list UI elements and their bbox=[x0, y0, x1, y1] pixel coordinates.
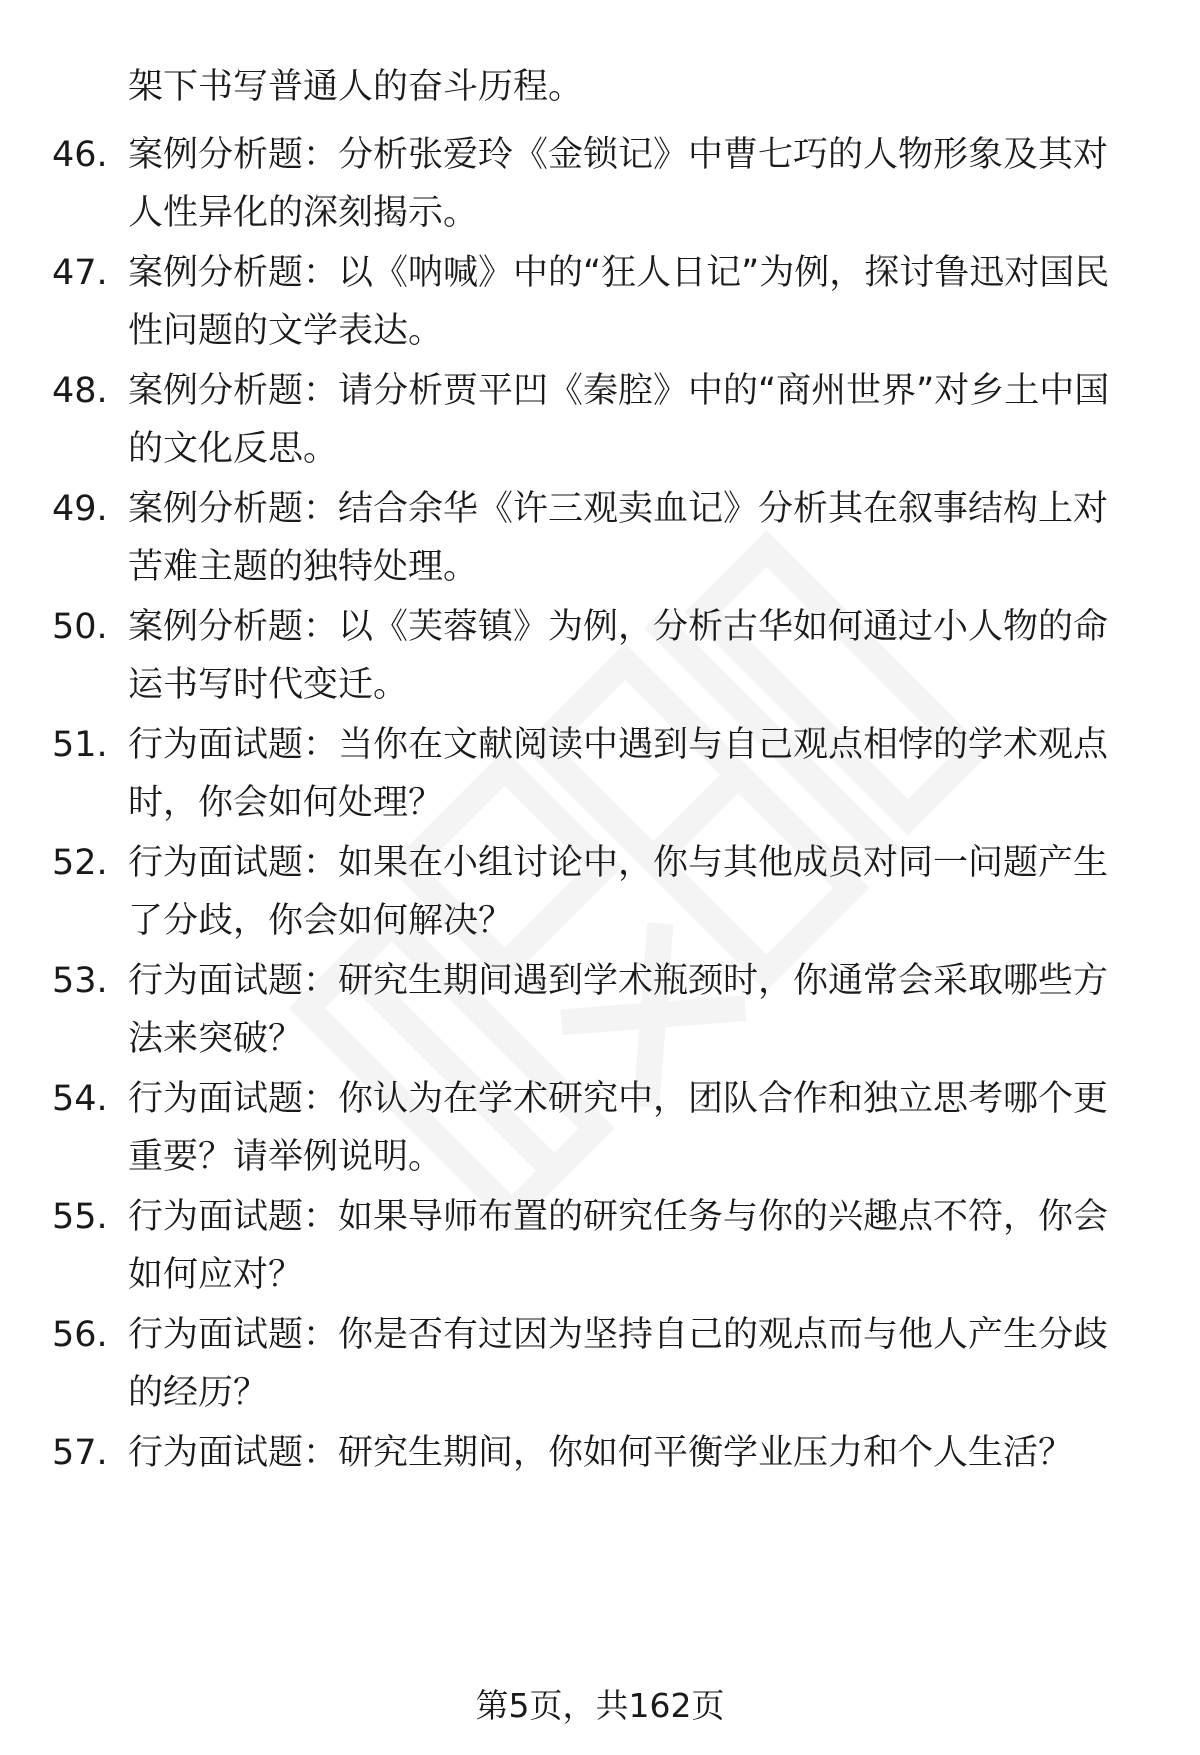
item-number: 50. bbox=[52, 607, 108, 647]
item-text: 案例分析题：请分析贾平凹《秦腔》中的“商州世界”对乡土中国的文化反思。 bbox=[128, 371, 1110, 469]
item-text: 行为面试题：你是否有过因为坚持自己的观点而与他人产生分歧的经历？ bbox=[128, 1315, 1109, 1413]
item-text: 案例分析题：以《芙蓉镇》为例，分析古华如何通过小人物的命运书写时代变迁。 bbox=[128, 607, 1109, 705]
page-footer: 第5页，共162页 bbox=[475, 1686, 725, 1725]
item-text: 案例分析题：以《呐喊》中的“狂人日记”为例，探讨鲁迅对国民性问题的文学表达。 bbox=[128, 253, 1110, 351]
item-text: 行为面试题：研究生期间，你如何平衡学业压力和个人生活？ bbox=[128, 1433, 1074, 1473]
item-number: 57. bbox=[52, 1433, 108, 1473]
item-number: 56. bbox=[52, 1315, 108, 1355]
item-number: 47. bbox=[52, 253, 108, 293]
item-number: 48. bbox=[52, 371, 108, 411]
item-text: 行为面试题：如果在小组讨论中，你与其他成员对同一问题产生了分歧，你会如何解决？ bbox=[128, 843, 1109, 941]
item-text: 案例分析题：结合余华《许三观卖血记》分析其在叙事结构上对苦难主题的独特处理。 bbox=[128, 489, 1109, 587]
item-text: 行为面试题：你认为在学术研究中，团队合作和独立思考哪个更重要？请举例说明。 bbox=[128, 1079, 1109, 1177]
item-number: 55. bbox=[52, 1197, 108, 1237]
item-text: 行为面试题：当你在文献阅读中遇到与自己观点相悖的学术观点时，你会如何处理？ bbox=[128, 725, 1109, 823]
item-number: 49. bbox=[52, 489, 108, 529]
item-number: 52. bbox=[52, 843, 108, 883]
item-number: 51. bbox=[52, 725, 108, 765]
item-number: 53. bbox=[52, 961, 108, 1001]
continued-text: 架下书写普通人的奋斗历程。 bbox=[128, 67, 584, 107]
item-number: 46. bbox=[52, 135, 108, 175]
item-number: 54. bbox=[52, 1079, 108, 1119]
item-text: 行为面试题：如果导师布置的研究任务与你的兴趣点不符，你会如何应对？ bbox=[128, 1197, 1109, 1295]
item-text: 行为面试题：研究生期间遇到学术瓶颈时，你通常会采取哪些方法来突破？ bbox=[128, 961, 1109, 1059]
item-text: 案例分析题：分析张爱玲《金锁记》中曹七巧的人物形象及其对人性异化的深刻揭示。 bbox=[128, 135, 1109, 233]
